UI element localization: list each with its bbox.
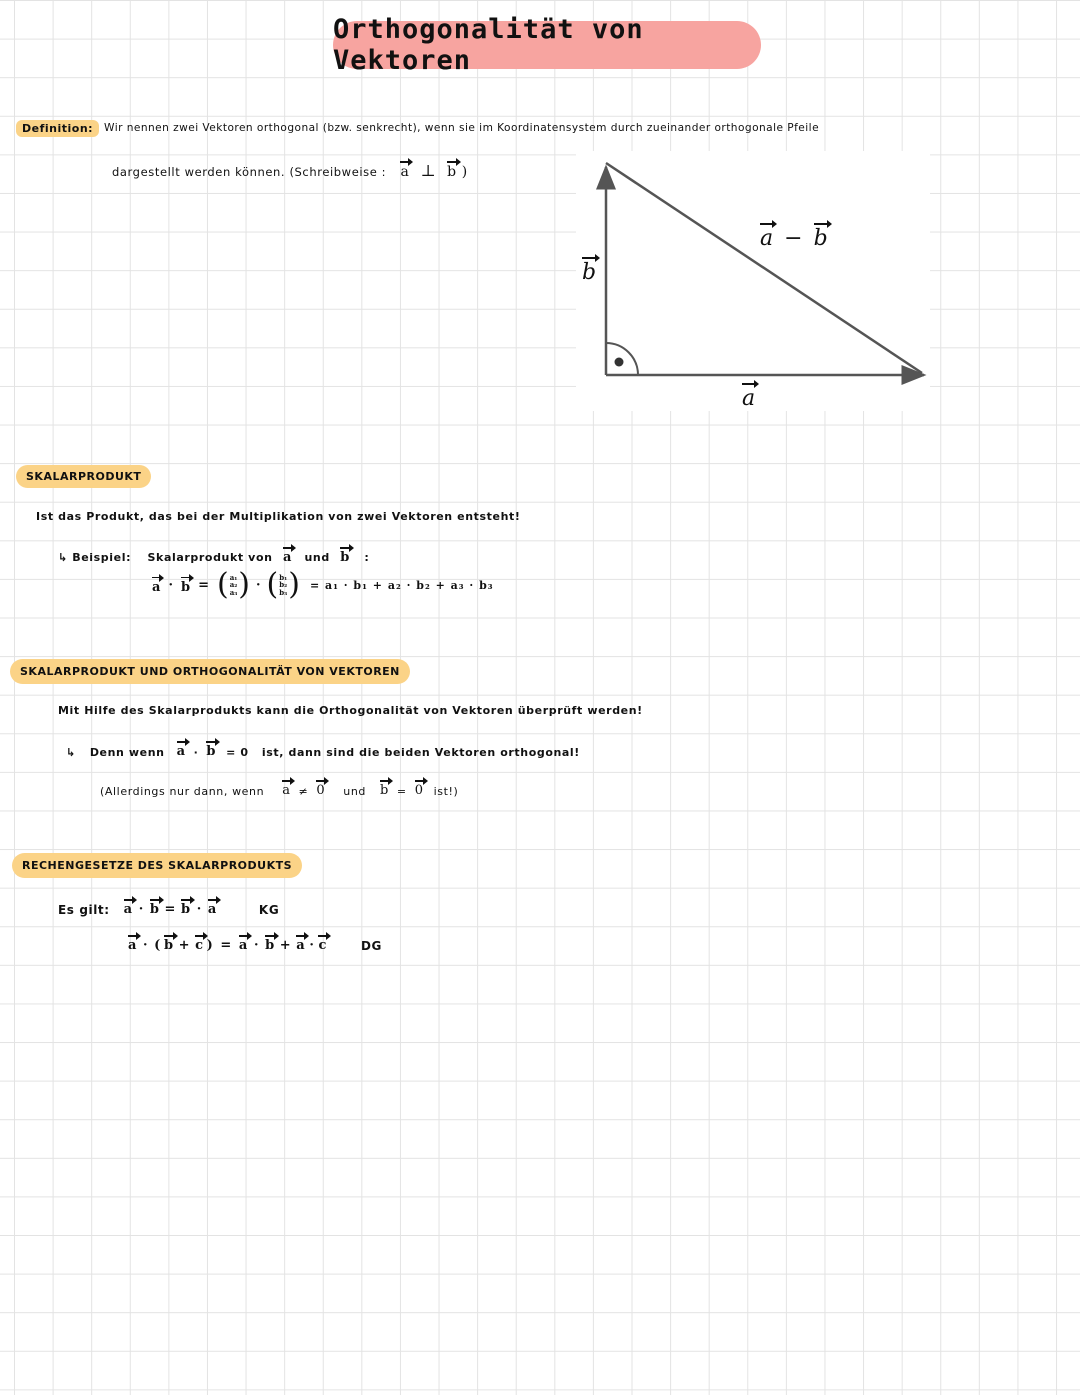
skalarprodukt-text: Ist das Produkt, das bei der Multiplikation von zwei Vektoren entsteht!: [36, 510, 521, 523]
example-und: und: [304, 551, 330, 564]
page-title: Orthogonalität von Vektoren: [333, 14, 644, 76]
orthogonalitaet-tag: SKALARPRODUKT UND ORTHOGONALITÄT VON VEKTOREN: [10, 659, 410, 684]
skalarprodukt-formula: a · b = ( a₁ a₂ a₃ ) · ( b₁ b₂ b₃ ) = a₁ · b₁ + a₂ · b₂ + a₃ · b₃: [152, 567, 494, 602]
title-banner: [333, 14, 761, 76]
example-vector-a: a: [283, 546, 292, 565]
orthogonalitaet-line-2: ↳ Denn wenn a · b = 0 ist, dann sind die beiden Vektoren orthogonal!: [66, 740, 580, 759]
vector-diff-line: [606, 163, 922, 373]
definition-tag: Definition:: [16, 120, 99, 137]
diagram-label-a: a: [742, 382, 755, 411]
orthogonalitaet-line-1: Mit Hilfe des Skalarprodukts kann die Orthogonalität von Vektoren überprüft werden!: [58, 704, 643, 717]
perp-symbol: ⊥: [420, 161, 437, 180]
dg-formula: a · ( b + c ) = a · b + a · c: [128, 934, 327, 953]
diagram-label-b: b: [582, 256, 596, 285]
example-vector-b: b: [340, 546, 350, 565]
kg-label: KG: [258, 903, 280, 917]
triangle-diagram: [576, 151, 930, 411]
column-vector-b: ( b₁ b₂ b₃ ): [266, 567, 300, 602]
definition-line-2: [112, 160, 468, 180]
diagram-label-diff: a − b: [760, 222, 828, 251]
perp-notation: [400, 161, 468, 180]
example-text: Skalarprodukt von: [147, 551, 273, 564]
notation-close: ): [461, 164, 468, 180]
formula-rhs: = a₁ · b₁ + a₂ · b₂ + a₃ · b₃: [309, 578, 494, 592]
vector-b: b: [447, 160, 457, 180]
example-colon: :: [364, 551, 370, 564]
definition-line-2-text: dargestellt werden können. (Schreibweise :: [112, 165, 387, 179]
rechengesetze-kg: Es gilt: a · b = b · a KG: [58, 898, 279, 917]
column-vector-a: ( a₁ a₂ a₃ ): [216, 567, 251, 602]
right-angle-dot: [615, 358, 624, 367]
dg-label: DG: [360, 939, 382, 953]
rechengesetze-dg: [128, 934, 382, 953]
skalarprodukt-tag: SKALARPRODUKT: [16, 465, 151, 488]
example-prefix: ↳ Beispiel:: [58, 551, 132, 564]
vector-a: a: [400, 160, 409, 180]
orthogonalitaet-line-3: (Allerdings nur dann, wenn a ≠ 0 und b = 0 ist!): [100, 779, 458, 798]
skalarprodukt-example: [58, 546, 369, 565]
kg-formula: a · b = b · a: [124, 898, 217, 917]
rechengesetze-tag: RECHENGESETZE DES SKALARPRODUKTS: [12, 853, 302, 878]
definition-line-1: Wir nennen zwei Vektoren orthogonal (bzw. senkrecht), wenn sie im Koordinatensystem durch zueinander orthogonale Pfeile: [104, 122, 820, 134]
